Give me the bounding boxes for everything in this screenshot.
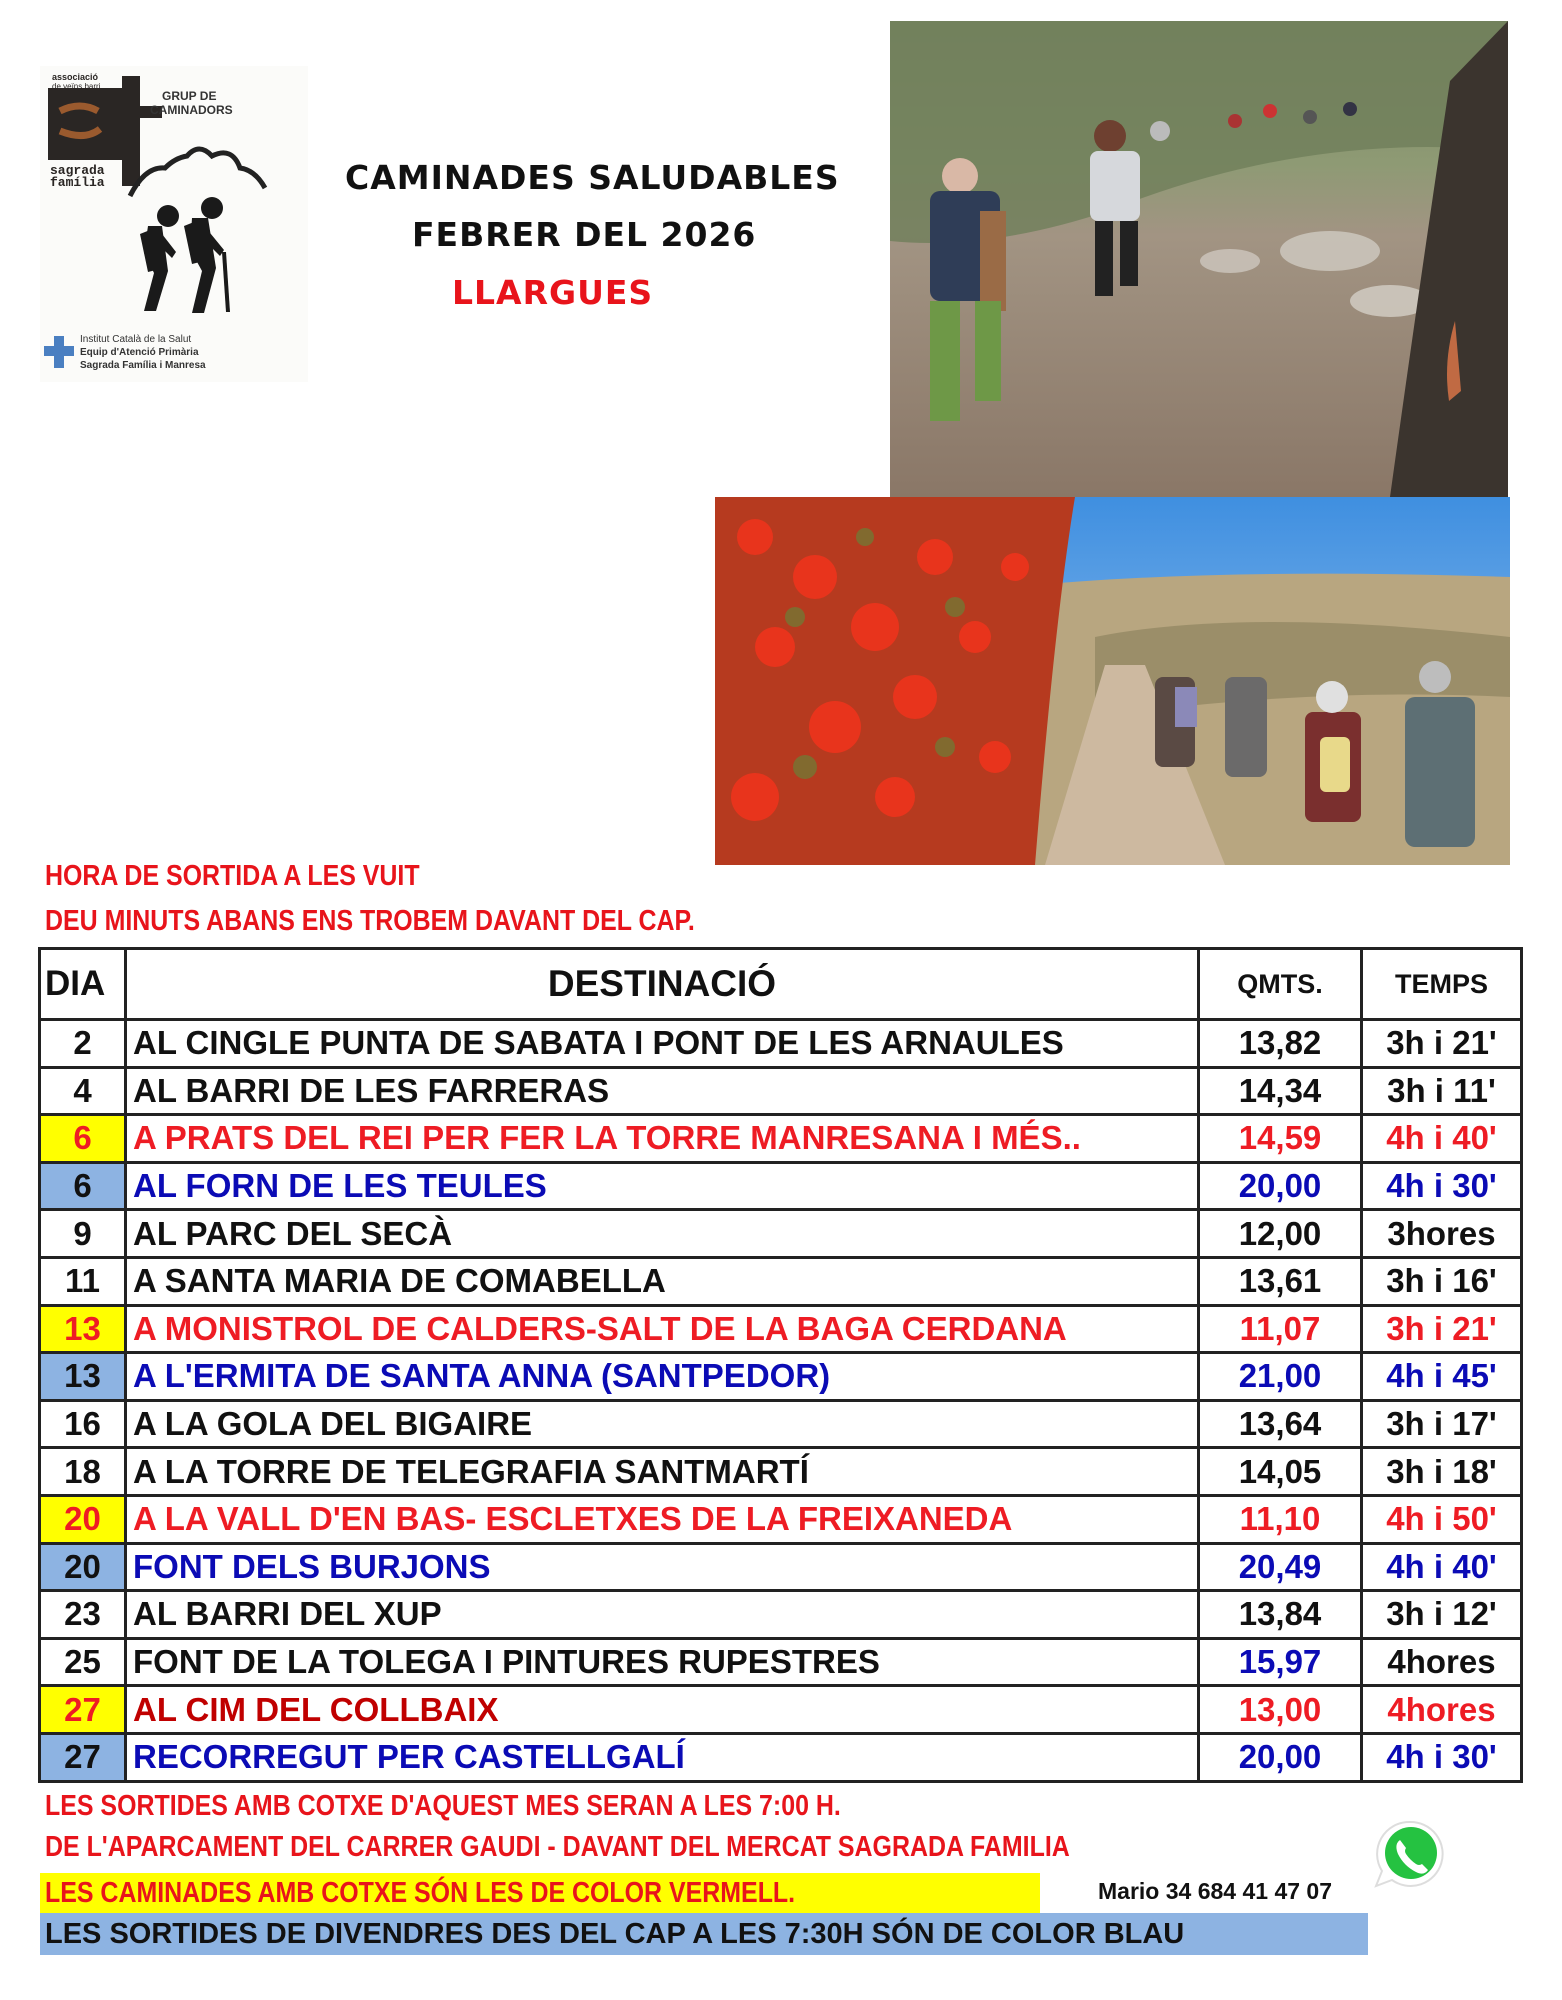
cell-km: 20,00 xyxy=(1199,1733,1362,1781)
cell-destination: A MONISTROL DE CALDERS-SALT DE LA BAGA CERDANA xyxy=(126,1305,1199,1353)
hikers-icon xyxy=(140,197,230,313)
cell-time: 3hores xyxy=(1362,1210,1522,1258)
title-line-3: LLARGUES xyxy=(452,273,654,312)
cell-km: 12,00 xyxy=(1199,1210,1362,1258)
table-row xyxy=(40,1162,1522,1210)
whatsapp-icon xyxy=(1370,1816,1450,1896)
mountains-icon xyxy=(130,149,265,196)
cell-km: 13,84 xyxy=(1199,1591,1362,1639)
schedule-table xyxy=(38,947,1523,1783)
cell-time: 4hores xyxy=(1362,1686,1522,1734)
cell-time: 3h i 11' xyxy=(1362,1067,1522,1115)
cell-time: 4h i 30' xyxy=(1362,1733,1522,1781)
table-row xyxy=(40,1448,1522,1496)
cell-day: 18 xyxy=(40,1448,126,1496)
cell-destination: AL PARC DEL SECÀ xyxy=(126,1210,1199,1258)
cell-time: 4h i 50' xyxy=(1362,1495,1522,1543)
cell-day: 20 xyxy=(40,1495,126,1543)
header-time: TEMPS xyxy=(1362,949,1522,1020)
cell-day: 6 xyxy=(40,1162,126,1210)
cell-destination: AL CIM DEL COLLBAIX xyxy=(126,1686,1199,1734)
cell-time: 3h i 17' xyxy=(1362,1400,1522,1448)
cell-time: 3h i 21' xyxy=(1362,1020,1522,1068)
table-row xyxy=(40,1067,1522,1115)
cell-time: 4hores xyxy=(1362,1638,1522,1686)
table-row xyxy=(40,1257,1522,1305)
logo xyxy=(40,66,308,382)
car-departures-note: LES SORTIDES AMB COTXE D'AQUEST MES SERAN A LES 7:00 H. xyxy=(45,1790,841,1822)
car-location-note: DE L'APARCAMENT DEL CARRER GAUDI - DAVANT DEL MERCAT SAGRADA FAMILIA xyxy=(45,1831,1070,1863)
contact-phone: Mario 34 684 41 47 07 xyxy=(1098,1878,1332,1904)
cell-time: 3h i 21' xyxy=(1362,1305,1522,1353)
table-row xyxy=(40,1305,1522,1353)
cell-destination: FONT DE LA TOLEGA I PINTURES RUPESTRES xyxy=(126,1638,1199,1686)
cell-day: 16 xyxy=(40,1400,126,1448)
logo-group-1: GRUP DE xyxy=(162,89,217,103)
table-row xyxy=(40,1733,1522,1781)
logo-institution-2: Equip d'Atenció Primària xyxy=(80,347,199,358)
cell-km: 14,05 xyxy=(1199,1448,1362,1496)
blue-legend: LES SORTIDES DE DIVENDRES DES DEL CAP A LES 7:30H SÓN DE COLOR BLAU xyxy=(45,1918,1185,1950)
cell-day: 27 xyxy=(40,1686,126,1734)
logo-association-1: associació xyxy=(52,72,99,82)
cell-km: 14,59 xyxy=(1199,1115,1362,1163)
cell-km: 15,97 xyxy=(1199,1638,1362,1686)
cell-destination: AL CINGLE PUNTA DE SABATA I PONT DE LES ARNAULES xyxy=(126,1020,1199,1068)
header-destination: DESTINACIÓ xyxy=(126,949,1199,1020)
cell-time: 4h i 40' xyxy=(1362,1543,1522,1591)
header-km: QMTS. xyxy=(1199,949,1362,1020)
title-line-2: FEBRER DEL 2026 xyxy=(412,215,757,254)
cell-destination: A LA TORRE DE TELEGRAFIA SANTMARTÍ xyxy=(126,1448,1199,1496)
table-row xyxy=(40,1353,1522,1401)
red-legend: LES CAMINADES AMB COTXE SÓN LES DE COLOR VERMELL. xyxy=(45,1877,796,1909)
cell-day: 9 xyxy=(40,1210,126,1258)
logo-group-2: CAMINADORS xyxy=(150,103,233,117)
table-header-row xyxy=(40,949,1522,1020)
table-row xyxy=(40,1495,1522,1543)
cell-destination: A PRATS DEL REI PER FER LA TORRE MANRESANA I MÉS.. xyxy=(126,1115,1199,1163)
table-row xyxy=(40,1543,1522,1591)
cell-day: 4 xyxy=(40,1067,126,1115)
header-day: DIA xyxy=(40,949,126,1020)
cell-destination: A L'ERMITA DE SANTA ANNA (SANTPEDOR) xyxy=(126,1353,1199,1401)
cell-destination: A SANTA MARIA DE COMABELLA xyxy=(126,1257,1199,1305)
cell-km: 14,34 xyxy=(1199,1067,1362,1115)
cell-km: 20,49 xyxy=(1199,1543,1362,1591)
health-cross-icon xyxy=(44,336,74,368)
cell-time: 3h i 18' xyxy=(1362,1448,1522,1496)
table-row xyxy=(40,1020,1522,1068)
cell-day: 13 xyxy=(40,1305,126,1353)
cell-km: 13,82 xyxy=(1199,1020,1362,1068)
cell-km: 13,61 xyxy=(1199,1257,1362,1305)
cell-time: 4h i 40' xyxy=(1362,1115,1522,1163)
meeting-point-note: DEU MINUTS ABANS ENS TROBEM DAVANT DEL CAP. xyxy=(45,905,695,937)
cell-day: 6 xyxy=(40,1115,126,1163)
logo-sagrada: sagrada xyxy=(50,163,105,178)
logo-association-2: de veïns barri xyxy=(52,82,101,91)
cell-km: 20,00 xyxy=(1199,1162,1362,1210)
table-row xyxy=(40,1210,1522,1258)
table-row xyxy=(40,1638,1522,1686)
table-row xyxy=(40,1591,1522,1639)
cell-destination: A LA VALL D'EN BAS- ESCLETXES DE LA FREIXANEDA xyxy=(126,1495,1199,1543)
logo-familia: família xyxy=(50,175,105,190)
title-line-1: CAMINADES SALUDABLES xyxy=(345,158,840,197)
departure-time-note: HORA DE SORTIDA A LES VUIT xyxy=(45,860,420,892)
cell-km: 11,07 xyxy=(1199,1305,1362,1353)
cell-destination: A LA GOLA DEL BIGAIRE xyxy=(126,1400,1199,1448)
cell-km: 13,00 xyxy=(1199,1686,1362,1734)
cell-day: 13 xyxy=(40,1353,126,1401)
cell-destination: RECORREGUT PER CASTELLGALÍ xyxy=(126,1733,1199,1781)
cell-km: 21,00 xyxy=(1199,1353,1362,1401)
cell-day: 23 xyxy=(40,1591,126,1639)
table-row xyxy=(40,1115,1522,1163)
cell-destination: AL BARRI DE LES FARRERAS xyxy=(126,1067,1199,1115)
cell-day: 25 xyxy=(40,1638,126,1686)
cell-destination: FONT DELS BURJONS xyxy=(126,1543,1199,1591)
cell-destination: AL BARRI DEL XUP xyxy=(126,1591,1199,1639)
cell-time: 4h i 45' xyxy=(1362,1353,1522,1401)
logo-institution-3: Sagrada Família i Manresa xyxy=(80,360,206,371)
cell-destination: AL FORN DE LES TEULES xyxy=(126,1162,1199,1210)
logo-graphic xyxy=(40,66,308,382)
cell-km: 13,64 xyxy=(1199,1400,1362,1448)
hiking-photo-berries xyxy=(715,497,1510,865)
cell-day: 20 xyxy=(40,1543,126,1591)
cell-time: 4h i 30' xyxy=(1362,1162,1522,1210)
cell-day: 27 xyxy=(40,1733,126,1781)
cell-time: 3h i 12' xyxy=(1362,1591,1522,1639)
table-row xyxy=(40,1400,1522,1448)
cell-day: 2 xyxy=(40,1020,126,1068)
hiking-photo-trail xyxy=(890,21,1508,497)
cell-day: 11 xyxy=(40,1257,126,1305)
cell-km: 11,10 xyxy=(1199,1495,1362,1543)
table-row xyxy=(40,1686,1522,1734)
logo-institution-1: Institut Català de la Salut xyxy=(80,334,192,345)
cell-time: 3h i 16' xyxy=(1362,1257,1522,1305)
